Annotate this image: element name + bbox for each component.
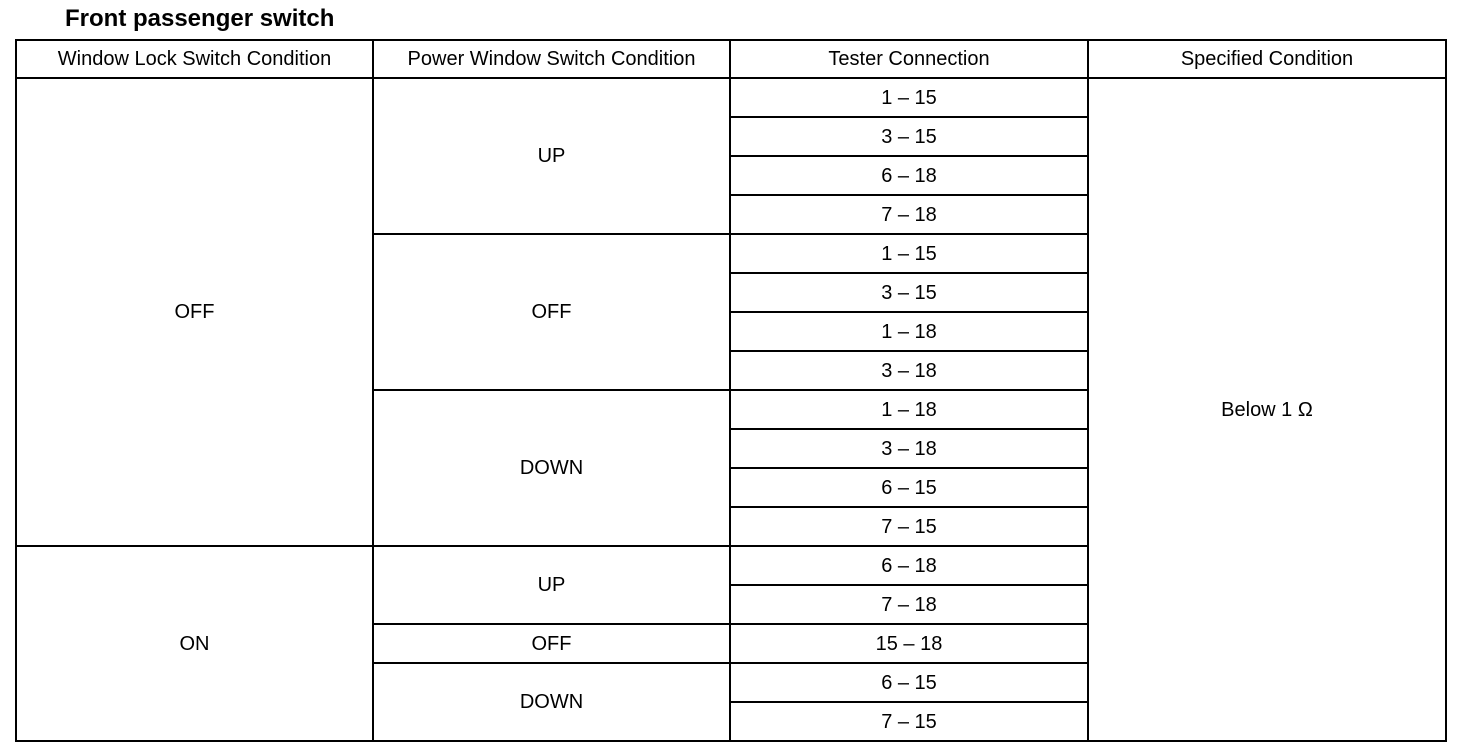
tester-connection-cell: 3 – 15: [730, 117, 1088, 156]
header-window-lock-condition: Window Lock Switch Condition: [16, 40, 373, 78]
tester-connection-cell: 15 – 18: [730, 624, 1088, 663]
tester-connection-cell: 3 – 18: [730, 429, 1088, 468]
power-condition-cell: OFF: [373, 234, 730, 390]
tester-connection-cell: 6 – 18: [730, 156, 1088, 195]
lock-condition-cell: OFF: [16, 78, 373, 546]
power-condition-cell: DOWN: [373, 390, 730, 546]
power-condition-cell: UP: [373, 78, 730, 234]
tester-connection-cell: 1 – 15: [730, 78, 1088, 117]
tester-connection-cell: 3 – 15: [730, 273, 1088, 312]
header-specified-condition: Specified Condition: [1088, 40, 1446, 78]
header-row: [16, 40, 1446, 78]
page-title: Front passenger switch: [65, 5, 335, 32]
power-condition-cell: UP: [373, 546, 730, 624]
header-power-window-condition: Power Window Switch Condition: [373, 40, 730, 78]
tester-connection-cell: 3 – 18: [730, 351, 1088, 390]
tester-connection-cell: 7 – 18: [730, 585, 1088, 624]
power-condition-cell: DOWN: [373, 663, 730, 741]
tester-connection-cell: 6 – 15: [730, 468, 1088, 507]
power-condition-cell: OFF: [373, 624, 730, 663]
tester-connection-cell: 6 – 18: [730, 546, 1088, 585]
header-tester-connection: Tester Connection: [730, 40, 1088, 78]
table-row: [16, 78, 1446, 117]
tester-connection-cell: 7 – 15: [730, 507, 1088, 546]
tester-connection-cell: 7 – 15: [730, 702, 1088, 741]
tester-connection-cell: 7 – 18: [730, 195, 1088, 234]
specified-condition-cell: Below 1 Ω: [1088, 78, 1446, 741]
tester-connection-cell: 1 – 15: [730, 234, 1088, 273]
switch-inspection-table: [15, 39, 1447, 742]
lock-condition-cell: ON: [16, 546, 373, 741]
tester-connection-cell: 1 – 18: [730, 390, 1088, 429]
tester-connection-cell: 6 – 15: [730, 663, 1088, 702]
tester-connection-cell: 1 – 18: [730, 312, 1088, 351]
